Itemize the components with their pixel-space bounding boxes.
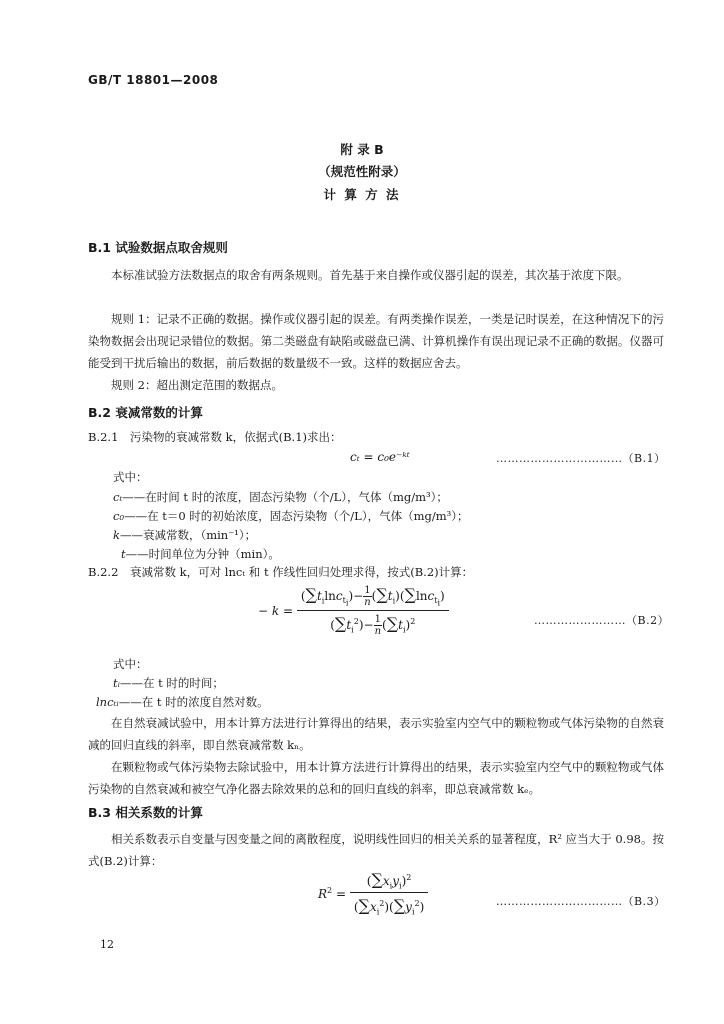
def-text: ——在 t 时的浓度自然对数。 <box>118 695 269 709</box>
where-label-2: 式中： <box>113 657 148 671</box>
equation-b1: cₜ = c₀e⁻ᵏᵗ <box>350 450 410 464</box>
def-text: ——在 t 时的时间； <box>119 676 224 690</box>
def-text: ——在时间 t 时的浓度，固态污染物（个/L），气体（mg/m³）； <box>122 490 448 504</box>
b1-paragraph-1: 本标准试验方法数据点的取舍有两条规则。首先基于来自操作或仪器引起的误差，其次基于浓度下限。 <box>111 268 629 282</box>
def-text: ——时间单位为分钟（min）。 <box>125 547 280 561</box>
def-symbol: t <box>121 547 126 561</box>
section-b3-heading: B.3 相关系数的计算 <box>88 805 203 820</box>
def-text: ——在 t＝0 时的初始浓度，固态污染物（个/L），气体（mg/m³）； <box>124 509 469 523</box>
def-t <box>121 545 280 563</box>
def-ct <box>113 488 448 506</box>
b2-paragraph-natural-decay: 在自然衰减试验中，用本计算方法进行计算得出的结果，表示实验室内空气中的颗粒物或气体污染物的自然衰减的回归直线的斜率，即自然衰减常数 kₙ。 <box>88 716 664 752</box>
b21-label: B.2.1 <box>88 430 119 444</box>
where-label-1: 式中： <box>113 470 148 484</box>
def-c0 <box>113 507 468 525</box>
def-symbol: cₜ <box>113 490 123 504</box>
b1-paragraph-2: 规则 1：记录不正确的数据。操作或仪器引起的误差。有两类操作误差，一类是记时误差，在这种情况下的污染物数据会出现记录错位的数据。第二类磁盘有缺陷或磁盘已满、计算机操作有误出现记录不正确的数据。仪器可能受到干扰后输出的数据，前后数据的数量级不一致。这样的数据应舍去。 <box>88 312 664 370</box>
equation-b3: $R^2$ = $\frac{(\sum x_iy_i)^2}{(\sum x_i^2)(\sum y_i^2)}$ <box>318 870 428 917</box>
equation-b2-label: ……………………（B.2） <box>534 614 670 627</box>
annex-name: 计 算 方 法 <box>323 187 401 202</box>
def-lncti <box>96 693 269 711</box>
annex-title: 附 录 B <box>340 142 384 157</box>
equation-b2-fraction: $(\sum t_i\ln c_{t_i})-$ $\frac{1}{n}$ $(\sum t_i)(\sum\ln c_{t_i})$ $(\sum t_i^2)-$ $\frac{1}{n}$ $(\sum t_i)^2$ <box>297 585 449 637</box>
def-symbol: k <box>113 528 120 542</box>
equation-b2: − k = $(\sum t_i\ln c_{t_i})-$ $\frac{1}{n}$ $(\sum t_i)(\sum\ln c_{t_i})$ $(\sum t_i^2)-$ $\frac{1}{n}$ $(\sum t_i)^2$ <box>258 585 449 637</box>
section-b2-heading: B.2 衰减常数的计算 <box>88 405 203 420</box>
b2-paragraph-total-decay: 在颗粒物或气体污染物去除试验中，用本计算方法进行计算得出的结果，表示实验室内空气中的颗粒物或气体污染物的自然衰减和被空气净化器去除效果的总和的回归直线的斜率，即总衰减常数 kₑ。 <box>88 760 664 796</box>
def-text: ——衰减常数，（min⁻¹）； <box>119 528 257 542</box>
def-symbol: lncₜᵢ <box>96 695 119 709</box>
section-b1-heading: B.1 试验数据点取舍规则 <box>88 240 228 255</box>
equation-b3-fraction: $\frac{(\sum x_iy_i)^2}{(\sum x_i^2)(\sum y_i^2)}$ <box>350 870 428 917</box>
b3-paragraph-1: 相关系数表示自变量与因变量之间的离散程度，说明线性回归的相关关系的显著程度，R² 应当大于 0.98。按式(B.2)计算： <box>88 832 664 868</box>
def-ti <box>113 674 224 692</box>
annex-subtitle: （规范性附录） <box>318 164 406 179</box>
def-symbol: tᵢ <box>113 676 120 690</box>
standard-number: GB/T 18801—2008 <box>88 73 219 87</box>
b1-paragraph-3: 规则 2：超出测定范围的数据点。 <box>111 378 283 392</box>
b22-label: B.2.2 <box>88 565 119 579</box>
def-symbol: c₀ <box>113 509 125 523</box>
b22-text: 衰减常数 k，可对 lncₜ 和 t 作线性回归处理求得，按式(B.2)计算： <box>130 565 474 579</box>
page-number: 12 <box>100 938 114 951</box>
def-k <box>113 526 256 544</box>
equation-b1-label: ……………………………（B.1） <box>496 452 666 465</box>
b21-text: 污染物的衰减常数 k，依据式(B.1)求出： <box>130 430 342 444</box>
equation-b3-label: ……………………………（B.3） <box>496 895 666 908</box>
